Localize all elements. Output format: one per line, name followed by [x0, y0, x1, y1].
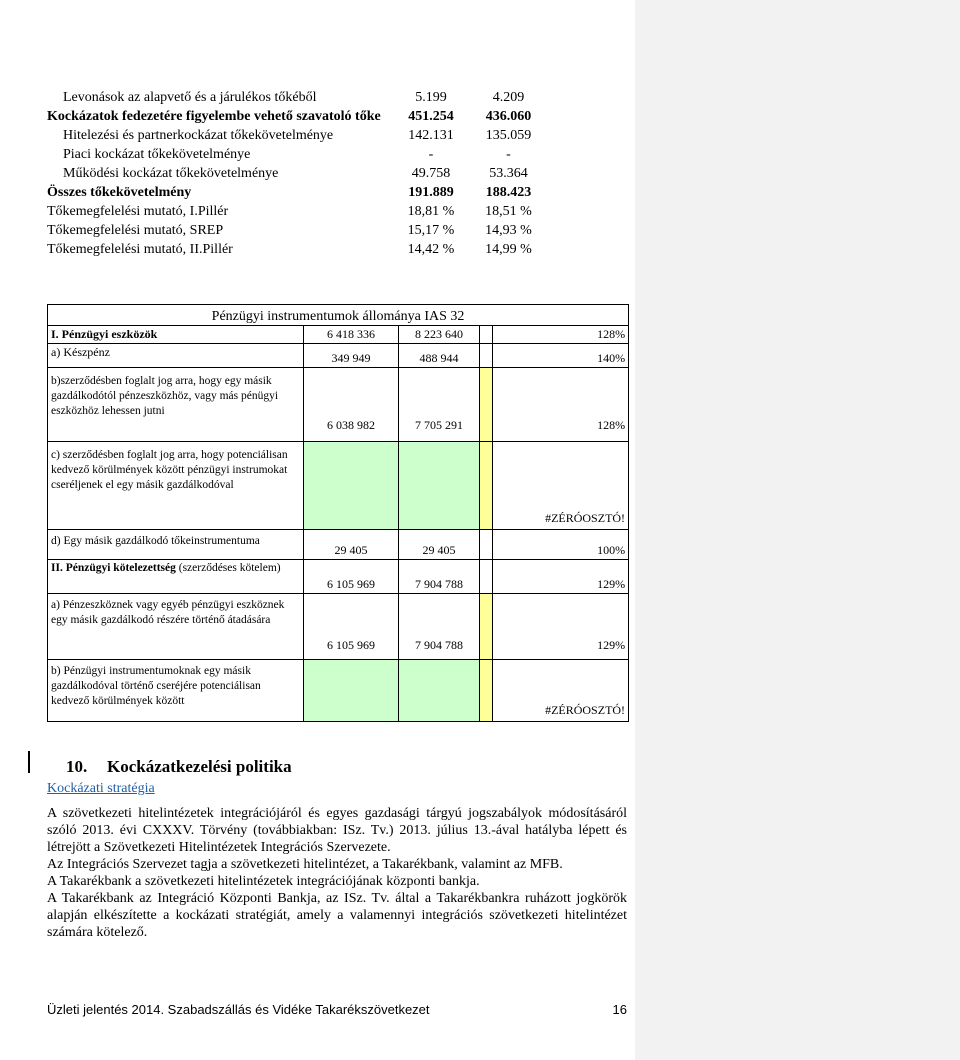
table-row [47, 145, 547, 164]
value-2014: 53.364 [489, 166, 528, 181]
table-row [48, 660, 629, 722]
value-2014: 4.209 [492, 90, 525, 105]
value-2013: 18,81 % [407, 204, 455, 219]
value-2013: 29 405 [304, 530, 399, 560]
value-2014: 7 904 788 [399, 594, 480, 660]
table-row [47, 88, 547, 107]
value-2014: 188.423 [485, 185, 532, 200]
row-label: Tőkemegfelelési mutató, I.Pillér [47, 204, 229, 219]
table-row [47, 183, 547, 202]
ratio-pct: 100% [493, 530, 629, 560]
ratio-pct: 128% [493, 368, 629, 442]
section-title: Kockázatkezelési politika [107, 757, 292, 776]
value-2013: 5.199 [415, 90, 447, 105]
row-label: Összes tőkekövetelmény [47, 185, 192, 200]
ratio-pct: 129% [493, 560, 629, 594]
ias32-table [47, 304, 629, 722]
row-label: Hitelezési és partnerkockázat tőkekövetelménye [63, 128, 334, 143]
paragraph: A Takarékbank az Integráció Központi Bankja, az ISz. Tv. által a Takarékbankra ruházott jogkörök alapján elkészítette a kockázati stratégiát, amely a valamennyi integrációs szövetkezeti hitelintézet számára kötelező. [47, 891, 627, 940]
ias32-title: Pénzügyi instrumentumok állománya IAS 32 [48, 305, 629, 326]
row-label: Kockázatok fedezetére figyelembe vehető szavatoló tőke [47, 109, 381, 124]
value-2014: 7 904 788 [399, 560, 480, 594]
paragraph: A szövetkezeti hitelintézetek integrációjáról és egyes gazdasági tárgyú jogszabályok módosításáról szóló 2013. évi CXXXV. Törvény (továbbiakban: ISz. Tv.) 2013. július 13.-ával hatályba lépett és létrejött a Szövetkezeti Hitelintézetek Integrációs Szervezete. [47, 806, 627, 855]
value-2013: 6 038 982 [304, 368, 399, 442]
ratio-pct: #ZÉRÓOSZTÓ! [493, 442, 629, 530]
value-2014: 7 705 291 [399, 368, 480, 442]
row-label: b)szerződésben foglalt jog arra, hogy egy másik gazdálkodótól pénzeszközhöz, vagy más pénügyi eszközhöz lehessen jutni [48, 368, 304, 442]
section-subtitle: Kockázati stratégia [47, 781, 155, 796]
row-label: II. Pénzügyi kötelezettség (szerződéses kötelem) [48, 560, 304, 594]
value-2014: 14,93 % [485, 223, 532, 238]
row-label: Piaci kockázat tőkekövetelménye [63, 147, 251, 162]
value-2013: 6 418 336 [304, 326, 399, 344]
row-label: I. Pénzügyi eszközök [51, 327, 158, 341]
table-row [47, 126, 547, 145]
table-row [47, 164, 547, 183]
value-2013: 15,17 % [407, 223, 455, 238]
value-2014: 488 944 [399, 344, 480, 368]
row-label: a) Készpénz [48, 344, 304, 368]
table-row [47, 202, 547, 221]
value-2013: 142.131 [408, 128, 454, 143]
ratio-pct: 128% [493, 326, 629, 344]
value-2014: - [506, 147, 511, 162]
value-2013: 451.254 [408, 109, 454, 124]
row-label: Tőkemegfelelési mutató, II.Pillér [47, 242, 233, 257]
value-2014: 18,51 % [485, 204, 532, 219]
table-row [47, 107, 547, 126]
row-label: d) Egy másik gazdálkodó tőkeinstrumentuma [48, 530, 304, 560]
page-number: 16 [612, 1002, 627, 1017]
body-text [47, 805, 627, 941]
value-2013: 14,42 % [407, 242, 455, 257]
row-label: a) Pénzeszköznek vagy egyéb pénzügyi eszköznek egy másik gazdálkodó részére történő átadására [48, 594, 304, 660]
table-row [47, 221, 547, 240]
row-label: Tőkemegfelelési mutató, SREP [47, 223, 224, 238]
ratio-pct: 140% [493, 344, 629, 368]
row-label: Levonások az alapvető és a járulékos tőkéből [63, 90, 317, 105]
capital-table [47, 88, 547, 259]
table-row [47, 240, 547, 259]
row-label: c) szerződésben foglalt jog arra, hogy potenciálisan kedvező körülmények között pénzügyi instrumokat cseréljenek el egy másik gazdálkodóval [48, 442, 304, 530]
table-row [48, 530, 629, 560]
row-label: Működési kockázat tőkekövetelménye [63, 166, 279, 181]
value-2014: 135.059 [485, 128, 532, 143]
paragraph: A Takarékbank a szövetkezeti hitelintézetek integrációjának központi bankja. [47, 874, 480, 889]
row-label: b) Pénzügyi instrumentumoknak egy másik gazdálkodóval történő cseréjére potenciálisan kedvező körülmények között [48, 660, 304, 722]
table-row [48, 326, 629, 344]
value-2013: - [428, 147, 434, 162]
ratio-pct: #ZÉRÓOSZTÓ! [493, 660, 629, 722]
value-2014: 436.060 [485, 109, 532, 124]
value-2014: 8 223 640 [399, 326, 480, 344]
table-row [48, 344, 629, 368]
change-bar [28, 751, 30, 773]
table-row [48, 368, 629, 442]
page-footer [47, 1002, 627, 1017]
table-row [48, 594, 629, 660]
value-2013: 49.758 [411, 166, 451, 181]
paragraph: Az Integrációs Szervezet tagja a szövetkezeti hitelintézet, a Takarékbank, valamint az MFB. [47, 857, 563, 872]
ratio-pct: 129% [493, 594, 629, 660]
table-row [48, 560, 629, 594]
value-2014: 14,99 % [485, 242, 532, 257]
value-2014: 29 405 [399, 530, 480, 560]
section-heading [66, 757, 292, 777]
value-2013: 6 105 969 [304, 560, 399, 594]
value-2013: 349 949 [304, 344, 399, 368]
comment-sidebar [635, 0, 960, 1060]
value-2013: 191.889 [408, 185, 454, 200]
table-row [48, 442, 629, 530]
section-number: 10. [66, 757, 88, 776]
value-2013: 6 105 969 [304, 594, 399, 660]
footer-text: Üzleti jelentés 2014. Szabadszállás és Vidéke Takarékszövetkezet [47, 1002, 430, 1017]
